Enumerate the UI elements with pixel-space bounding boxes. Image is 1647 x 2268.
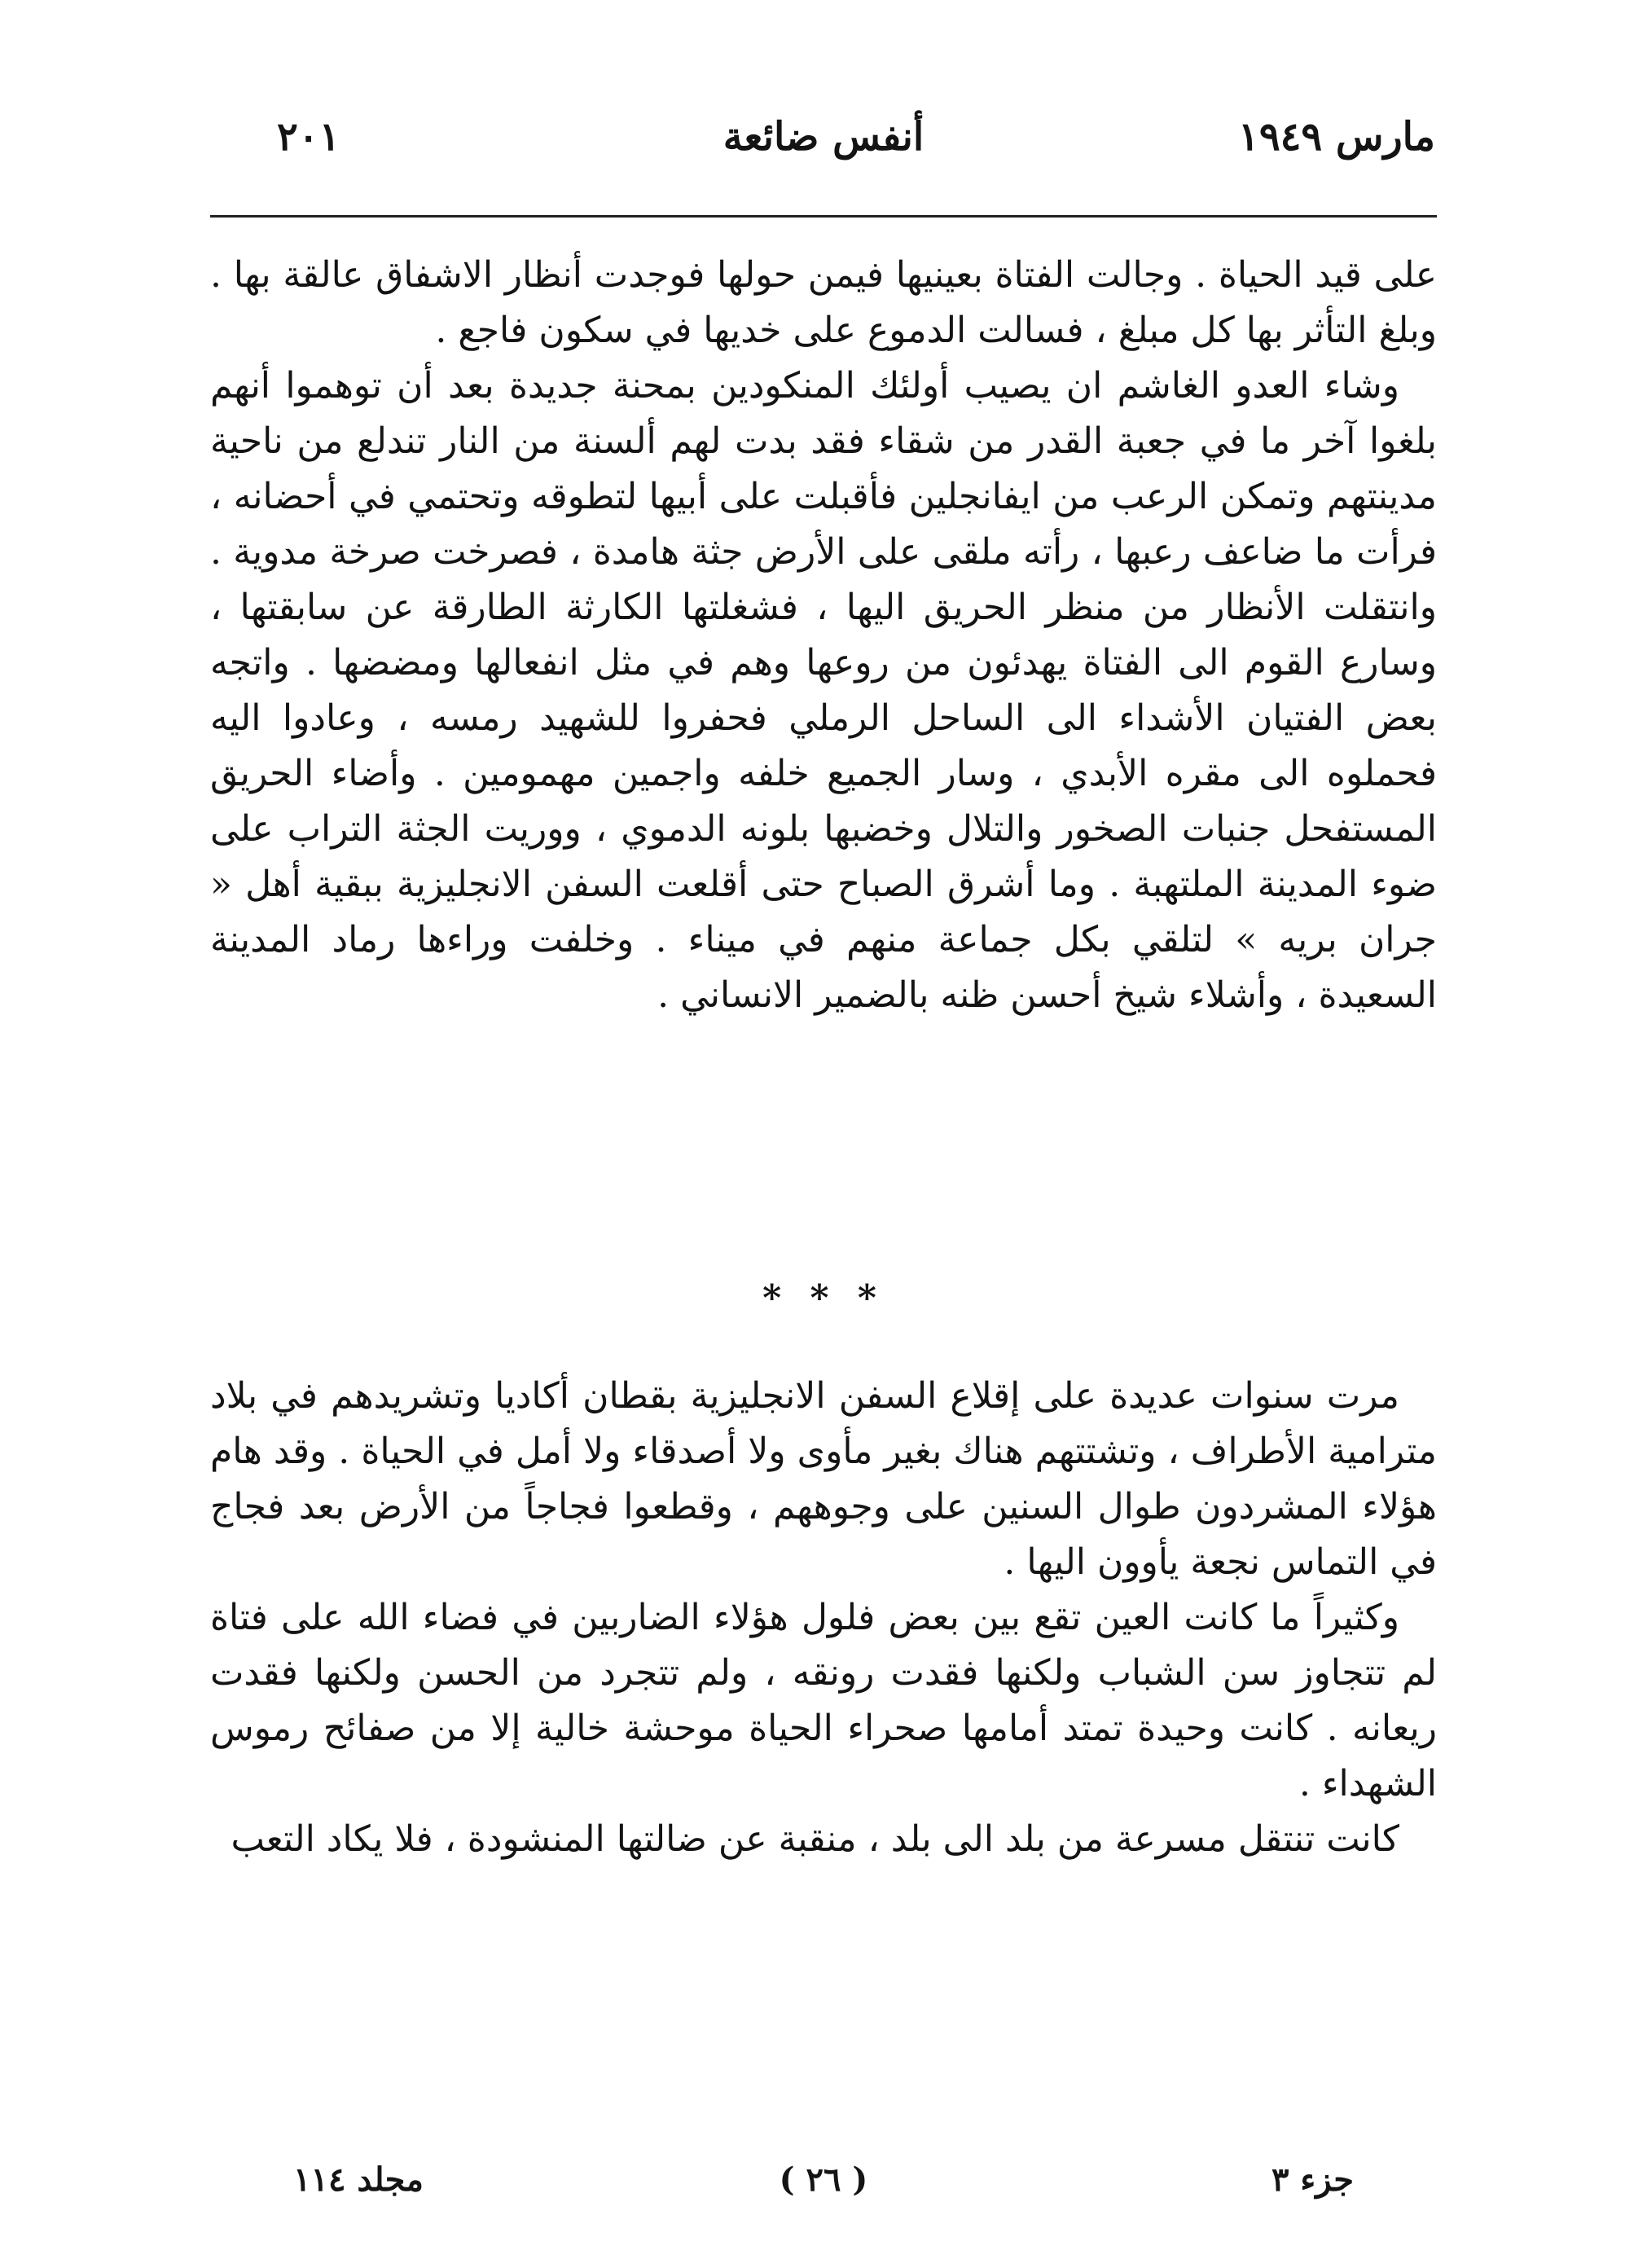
header-title: أنفس ضائعة (722, 114, 925, 160)
running-header (212, 114, 1435, 187)
footer-volume: مجلد ١١٤ (293, 2160, 424, 2199)
paragraph: على قيد الحياة . وجالت الفتاة بعينيها فيمن حولها فوجدت أنظار الاشفاق عالقة بها . وبلغ التأثر بها كل مبلغ ، فسالت الدموع على خديها في سكون فاجع . (210, 254, 1437, 351)
footer-part: جزء ٣ (1271, 2160, 1354, 2199)
header-rule (210, 215, 1437, 218)
section-one (210, 248, 1437, 1023)
header-date: مارس ١٩٤٩ (1238, 114, 1435, 160)
section-two (210, 1369, 1437, 1867)
paragraph: كانت تنتقل مسرعة من بلد الى بلد ، منقبة عن ضالتها المنشودة ، فلا يكاد التعب (231, 1818, 1399, 1860)
paragraph: مرت سنوات عديدة على إقلاع السفن الانجليزية بقطان أكاديا وتشريدهم في بلاد مترامية الأطراف ، وتشتتهم هناك بغير مأوى ولا أصدقاء ولا أمل في الحياة . وقد هام هؤلاء المشردون طوال السنين على وجوههم ، وقطعوا فجاجاً من الأرض بعد فجاج في التماس نجعة يأوون اليها . (210, 1375, 1437, 1583)
section-separator: * * * (762, 1277, 885, 1319)
paragraph: وكثيراً ما كانت العين تقع بين بعض فلول هؤلاء الضاربين في فضاء الله على فتاة لم تتجاوز سن الشباب ولكنها فقدت رونقه ، ولم تتجرد من الحسن ولكنها فقدت ريعانه . كانت وحيدة تمتد أمامها صحراء الحياة موحشة خالية إلا من صفائح رموس الشهداء . (210, 1597, 1437, 1804)
footer-page-marker: ( ٢٦ ) (779, 2160, 868, 2199)
page-footer (244, 2160, 1403, 2217)
paragraph: وشاء العدو الغاشم ان يصيب أولئك المنكودين بمحنة جديدة بعد أن توهموا أنهم بلغوا آخر ما في جعبة القدر من شقاء فقد بدت لهم ألسنة من النار تندلع من ناحية مدينتهم وتمكن الرعب من ايفانجلين فأقبلت على أبيها لتطوقه وتحتمي في أحضانه ، فرأت ما ضاعف رعبها ، رأته ملقى على الأرض جثة هامدة ، فصرخت صرخة مدوية . وانتقلت الأنظار من منظر الحريق اليها ، فشغلتها الكارثة الطارقة عن سابقتها ، وسارع القوم الى الفتاة يهدئون من روعها وهم في مثل انفعالها ومضضها . واتجه بعض الفتيان الأشداء الى الساحل الرملي فحفروا للشهيد رمسه ، وعادوا اليه فحملوه الى مقره الأبدي ، وسار الجميع خلفه واجمين مهمومين . وأضاء الحريق المستفحل جنبات الصخور والتلال وخضبها بلونه الدموي ، ووريت الجثة التراب على ضوء المدينة الملتهبة . وما أشرق الصباح حتى أقلعت السفن الانجليزية ببقية أهل « جران بريه » لتلقي بكل جماعة منهم في ميناء . وخلفت وراءها رماد المدينة السعيدة ، وأشلاء شيخ أحسن ظنه بالضمير الانساني . (210, 365, 1437, 1016)
header-page-number: ٢٠١ (277, 114, 340, 160)
